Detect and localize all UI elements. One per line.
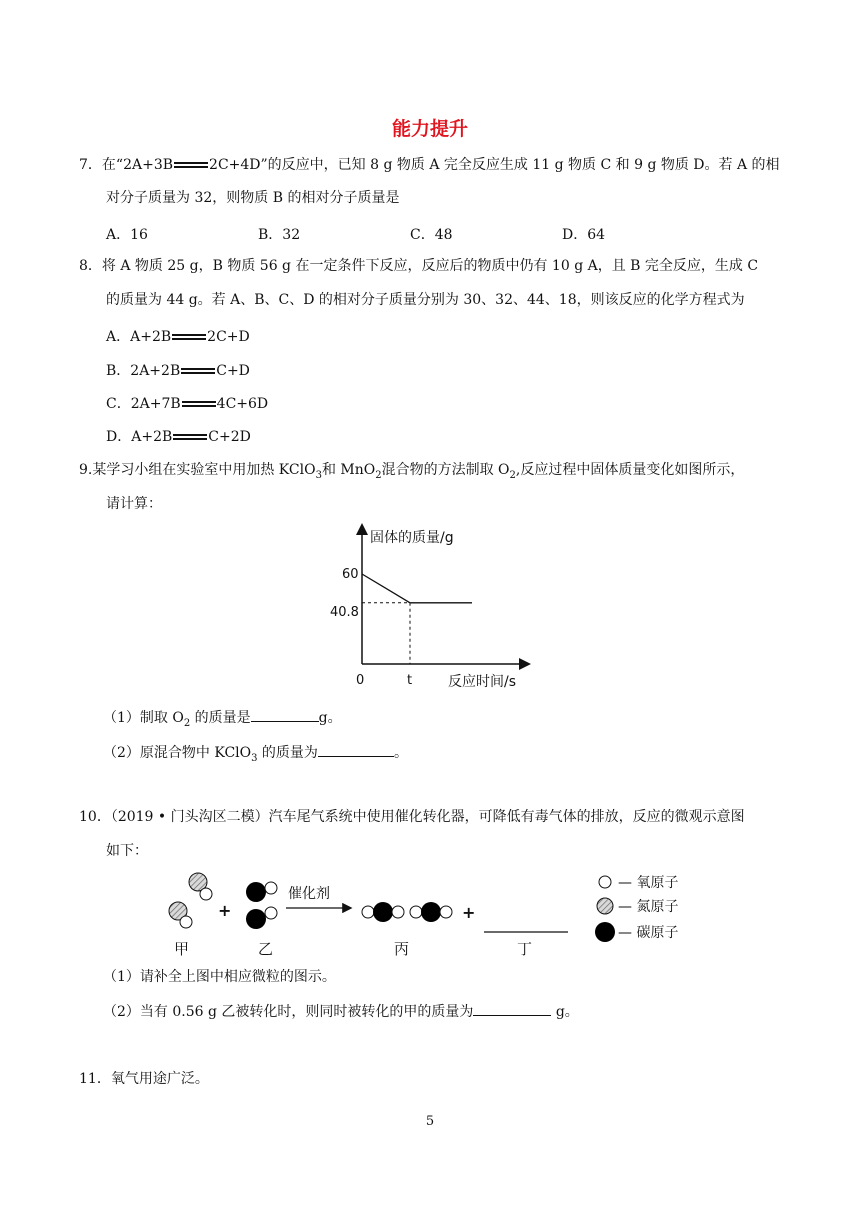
label-ding: 丁 — [517, 940, 533, 958]
legend-carbon: — 碳原子 — [618, 925, 679, 941]
q8-line2: 的质量为 44 g。若 A、B、C、D 的相对分子质量分别为 30、32、44、18，则该反应的化学方程式为 — [106, 292, 745, 308]
legend-oxygen-icon — [599, 876, 611, 888]
molecule-jia-top — [189, 873, 212, 900]
legend-carbon-icon — [595, 922, 615, 942]
section-title: 能力提升 — [391, 118, 468, 140]
q7-option-d: D．64 — [562, 227, 606, 243]
molecule-bing-2 — [410, 902, 452, 922]
molecule-jia-bottom — [169, 902, 192, 928]
plus-1: + — [218, 901, 232, 920]
q10-sub1: （1）请补全上图中相应微粒的图示。 — [103, 969, 336, 985]
q9-sub2: （2）原混合物中 KClO$_3$ 的质量为 。 — [103, 742, 408, 769]
answer-blank-1[interactable] — [251, 707, 319, 722]
equals-sign — [174, 160, 208, 170]
legend-nitrogen: — 氮原子 — [618, 899, 679, 915]
y-tick-40-8: 40.8 — [330, 605, 359, 620]
q9-line2: 请计算： — [106, 496, 162, 512]
answer-blank-2[interactable] — [318, 742, 394, 757]
q8-text: 将 A 物质 25 g，B 物质 56 g 在一定条件下反应，反应后的物质中仍有 10 g A，且 B 完全反应，生成 C — [101, 258, 759, 274]
x-tick-0: 0 — [356, 673, 365, 688]
q7-number: 7． — [79, 157, 102, 173]
q7-option-b: B．32 — [258, 227, 301, 243]
q7-line2: 对分子质量为 32，则物质 B 的相对分子质量是 — [106, 190, 400, 206]
q7-line1 — [79, 155, 780, 175]
label-yi: 乙 — [258, 940, 274, 958]
catalyst-label: 催化剂 — [288, 886, 330, 902]
q8-option-c: C．2A+7B 4C+6D — [106, 396, 269, 412]
q9-line1: 9.某学习小组在实验室中用加热 KClO$_3$和 MnO$_2$混合物的方法制取 $O_2$,反应过程中固体质量变化如图所示， — [79, 462, 745, 481]
plus-2: + — [462, 903, 476, 922]
reaction-diagram — [160, 866, 700, 958]
molecule-yi-top — [246, 882, 277, 902]
mass-time-chart — [320, 518, 540, 694]
q8-line1 — [79, 256, 758, 276]
q8-option-b: B．2A+2B C+D — [106, 363, 250, 379]
y-tick-60: 60 — [342, 567, 359, 582]
legend-oxygen: — 氧原子 — [618, 875, 679, 891]
label-jia: 甲 — [174, 940, 190, 958]
q10-line1: 10．（2019 • 门头沟区二模）汽车尾气系统中使用催化转化器，可降低有毒气体的排放，反应的微观示意图 — [79, 809, 745, 825]
q8-option-d: D．A+2B C+2D — [106, 429, 251, 445]
answer-blank-3[interactable] — [473, 1001, 551, 1016]
molecule-bing-1 — [362, 902, 404, 922]
q9-number: 9. — [79, 462, 93, 478]
series-line — [362, 574, 472, 603]
q9-sub1: （1）制取 $O_2$ 的质量是 g。 — [103, 707, 342, 734]
q10-line2: 如下： — [106, 843, 148, 859]
q10-number: 10． — [79, 809, 111, 825]
y-axis-label: 固体的质量/g — [370, 530, 454, 546]
molecule-yi-bottom — [246, 907, 277, 929]
q11-number: 11． — [79, 1071, 111, 1087]
q8-number: 8． — [79, 258, 102, 274]
q7-option-a: A．16 — [106, 227, 148, 243]
x-axis-label: 反应时间/s — [448, 674, 517, 690]
q7-text-a: 在“2A+3B — [101, 157, 174, 173]
legend-nitrogen-icon — [597, 898, 613, 914]
x-tick-t: t — [407, 673, 413, 688]
q11-line: 11．氧气用途广泛。 — [79, 1071, 209, 1087]
q10-sub2: （2）当有 0.56 g 乙被转化时，则同时被转化的甲的质量为 g。 — [103, 1001, 579, 1022]
q7-text-b: 2C+4D”的反应中，已知 8 g 物质 A 完全反应生成 11 g 物质 C 和 9 g 物质 D。若 A 的相 — [209, 157, 780, 173]
page-number: 5 — [425, 1114, 435, 1129]
q8-option-a: A．A+2B 2C+D — [106, 329, 250, 345]
label-bing: 丙 — [394, 940, 410, 958]
q7-option-c: C．48 — [410, 227, 453, 243]
